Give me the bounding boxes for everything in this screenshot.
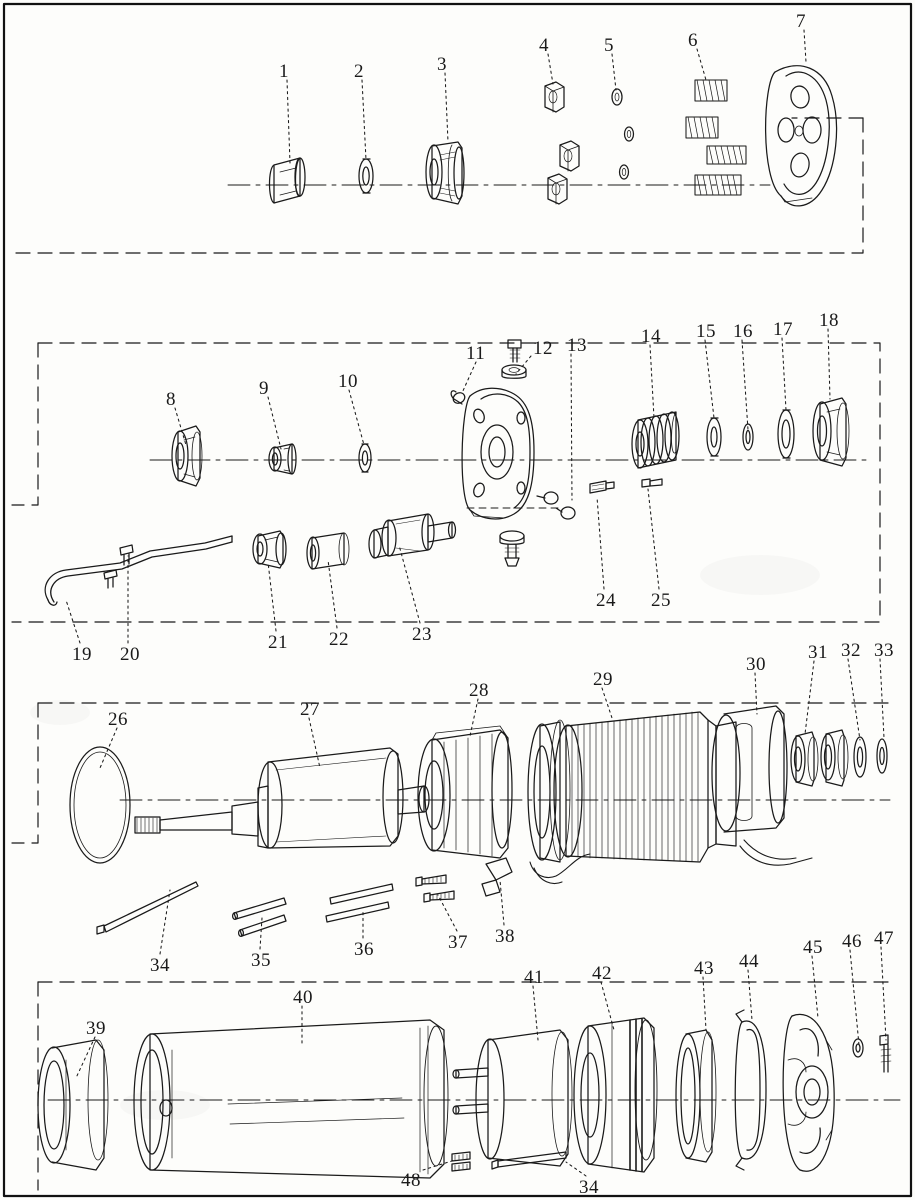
callout-leader-10: [349, 390, 364, 445]
callout-leader-41: [533, 986, 538, 1040]
callout-leader-4: [548, 54, 553, 84]
callout-label-34b: 34: [579, 1177, 599, 1198]
callout-label-1: 1: [279, 61, 289, 82]
callout-label-13: 13: [567, 335, 587, 356]
callout-leader-3: [445, 73, 448, 142]
callout-label-32: 32: [841, 640, 861, 661]
callout-label-11: 11: [466, 343, 486, 364]
callout-label-12: 12: [533, 338, 553, 359]
callout-leader-33: [880, 659, 884, 738]
callout-leader-44: [748, 970, 752, 1020]
callout-label-44: 44: [739, 951, 759, 972]
callout-label-18: 18: [819, 310, 839, 331]
callout-label-38: 38: [495, 926, 515, 947]
callout-label-15: 15: [696, 321, 716, 342]
callout-label-24: 24: [596, 590, 616, 611]
callout-leader-34b: [566, 1162, 586, 1176]
callout-label-21: 21: [268, 632, 288, 653]
callout-label-5: 5: [604, 35, 614, 56]
callout-label-4: 4: [539, 35, 549, 56]
callout-leader-46: [850, 950, 859, 1045]
callout-leader-2: [362, 80, 366, 160]
callout-leader-38: [500, 880, 504, 925]
callout-label-47: 47: [874, 928, 894, 949]
callout-label-41: 41: [524, 967, 544, 988]
callout-label-26: 26: [108, 709, 128, 730]
callout-label-6: 6: [688, 30, 698, 51]
callout-leader-5: [612, 54, 616, 90]
callout-label-29: 29: [593, 669, 613, 690]
callout-label-22: 22: [329, 629, 349, 650]
callout-leader-25: [648, 489, 659, 589]
callout-leader-47: [881, 947, 886, 1040]
callout-label-46: 46: [842, 931, 862, 952]
callout-leader-27: [309, 718, 320, 768]
callout-label-16: 16: [733, 321, 753, 342]
callout-leader-24: [597, 497, 604, 589]
callout-leader-16: [742, 340, 748, 430]
callout-label-8: 8: [166, 389, 176, 410]
callout-leader-18: [828, 329, 830, 399]
callout-label-10: 10: [338, 371, 358, 392]
callout-label-36: 36: [354, 939, 374, 960]
callout-leader-1: [287, 80, 290, 163]
callout-leader-37: [438, 895, 457, 931]
callout-label-2: 2: [354, 61, 364, 82]
callout-label-25: 25: [651, 590, 671, 611]
callout-leader-43: [703, 977, 706, 1030]
callout-label-17: 17: [773, 319, 793, 340]
callout-leader-23: [399, 545, 420, 623]
callout-leader-22: [328, 560, 337, 628]
callout-label-33: 33: [874, 640, 894, 661]
callout-label-9: 9: [259, 378, 269, 399]
callout-label-20: 20: [120, 644, 140, 665]
callout-label-37: 37: [448, 932, 468, 953]
callout-label-45: 45: [803, 937, 823, 958]
callout-label-3: 3: [437, 54, 447, 75]
callout-label-23: 23: [412, 624, 432, 645]
callout-leader-34: [160, 890, 170, 954]
callout-label-48: 48: [401, 1170, 421, 1191]
callout-leader-28: [470, 699, 478, 736]
callout-label-19: 19: [72, 644, 92, 665]
callout-label-34: 34: [150, 955, 170, 976]
callout-leader-30: [755, 673, 757, 714]
callout-leader-14: [650, 345, 654, 418]
callout-leader-11: [462, 362, 476, 393]
callout-label-14: 14: [641, 326, 661, 347]
callout-leader-17: [782, 338, 786, 410]
callout-leader-9: [268, 397, 281, 449]
callout-leader-7: [804, 30, 806, 62]
callout-label-28: 28: [469, 680, 489, 701]
callout-leader-26: [100, 728, 117, 768]
callout-leader-6: [697, 49, 706, 80]
callout-leader-8: [175, 408, 186, 445]
callout-leader-45: [812, 956, 818, 1018]
callout-label-39: 39: [86, 1018, 106, 1039]
callout-label-35: 35: [251, 950, 271, 971]
callout-leader-31: [805, 661, 814, 734]
callout-label-30: 30: [746, 654, 766, 675]
callout-label-40: 40: [293, 987, 313, 1008]
callout-leader-21: [268, 562, 276, 631]
callout-label-43: 43: [694, 958, 714, 979]
callout-label-31: 31: [808, 642, 828, 663]
callout-label-7: 7: [796, 11, 806, 32]
callout-label-27: 27: [300, 699, 320, 720]
callout-leader-15: [705, 340, 714, 418]
callout-label-42: 42: [592, 963, 612, 984]
callout-leader-32: [848, 659, 860, 740]
callout-leader-13: [571, 354, 572, 500]
